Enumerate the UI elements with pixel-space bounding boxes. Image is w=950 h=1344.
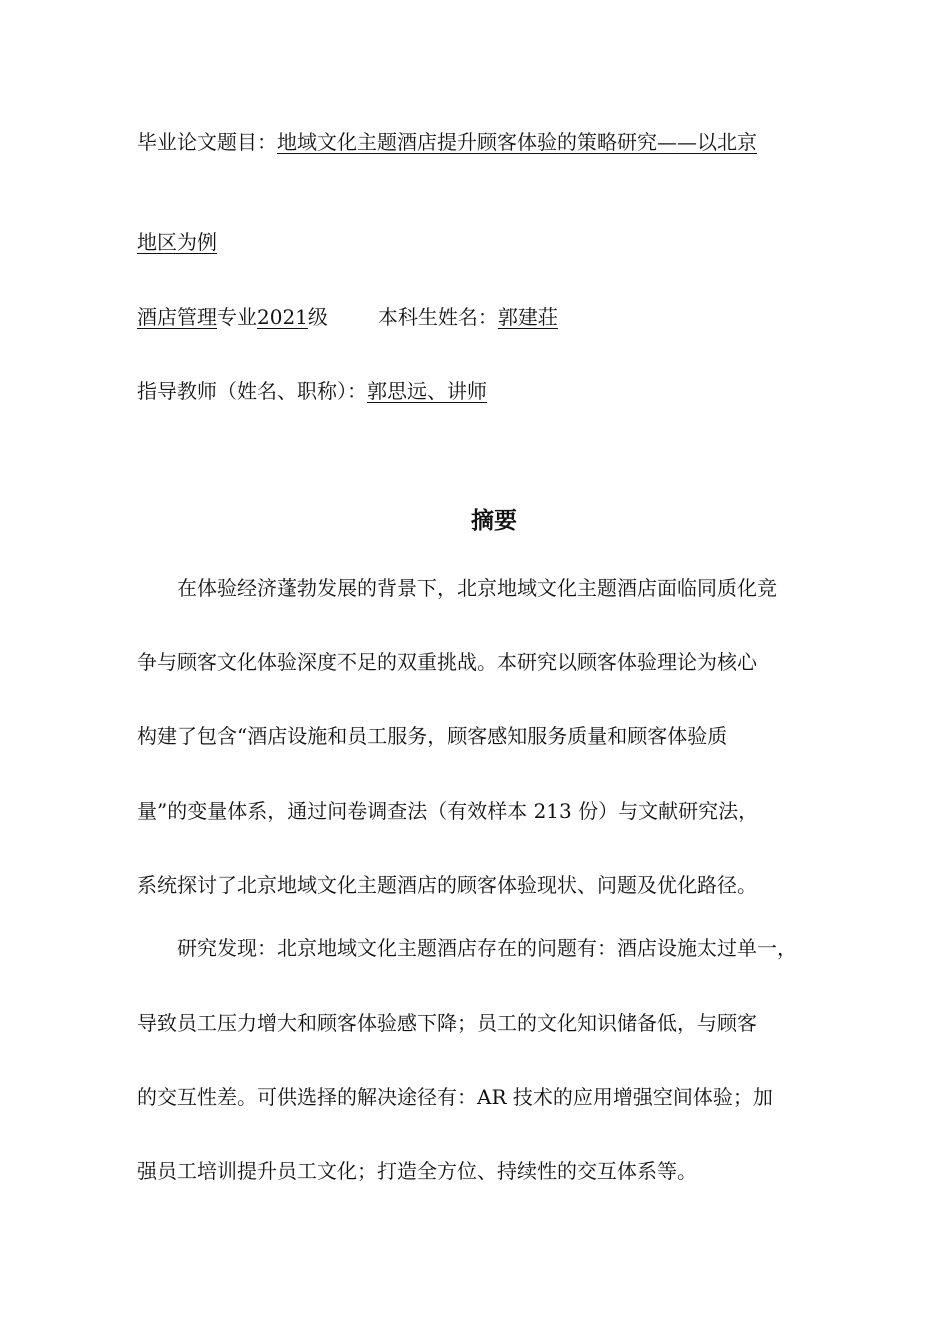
student-name: 郭建荘 [497, 305, 558, 329]
abstract-p1-line: 争与顾客文化体验深度不足的双重挑战。本研究以顾客体验理论为核心 [137, 650, 757, 674]
year-suffix: 级 [307, 305, 328, 329]
advisor-line [137, 377, 487, 405]
thesis-title-label: 毕业论文题目： [137, 130, 277, 154]
enrollment-year: 2021 [257, 305, 308, 329]
major-name: 酒店管理 [137, 305, 217, 329]
abstract-p1-line: 系统探讨了北京地域文化主题酒店的顾客体验现状、问题及优化路径。 [137, 873, 757, 897]
abstract-p2-line: 导致员工压力增大和顾客体验感下降；员工的文化知识储备低，与顾客 [137, 1011, 757, 1035]
major-suffix: 专业 [217, 305, 257, 329]
abstract-heading: 摘要 [471, 508, 517, 534]
abstract-p1-line: 构建了包含“酒店设施和员工服务，顾客感知服务质量和顾客体验质 [137, 724, 728, 748]
abstract-p2-line: 研究发现：北京地域文化主题酒店存在的问题有：酒店设施太过单一， [177, 936, 797, 960]
thesis-title-continued: 地区为例 [137, 230, 217, 254]
thesis-title-line-1 [137, 128, 757, 156]
thesis-title-line-2 [137, 228, 217, 256]
student-name-label: 本科生姓名： [377, 305, 498, 329]
student-info-line [137, 303, 558, 331]
abstract-p2-line: 强员工培训提升员工文化；打造全方位、持续性的交互体系等。 [137, 1159, 697, 1183]
advisor-label: 指导教师（姓名、职称）： [137, 379, 367, 403]
abstract-p1-line: 量”的变量体系，通过问卷调查法（有效样本 213 份）与文献研究法， [137, 799, 759, 823]
thesis-title: 地域文化主题酒店提升顾客体验的策略研究——以北京 [277, 130, 757, 154]
advisor-name: 郭思远、讲师 [367, 379, 487, 403]
abstract-p1-line: 在体验经济蓬勃发展的背景下，北京地域文化主题酒店面临同质化竞 [177, 576, 777, 600]
abstract-p2-line: 的交互性差。可供选择的解决途径有：AR 技术的应用增强空间体验；加 [137, 1085, 773, 1109]
